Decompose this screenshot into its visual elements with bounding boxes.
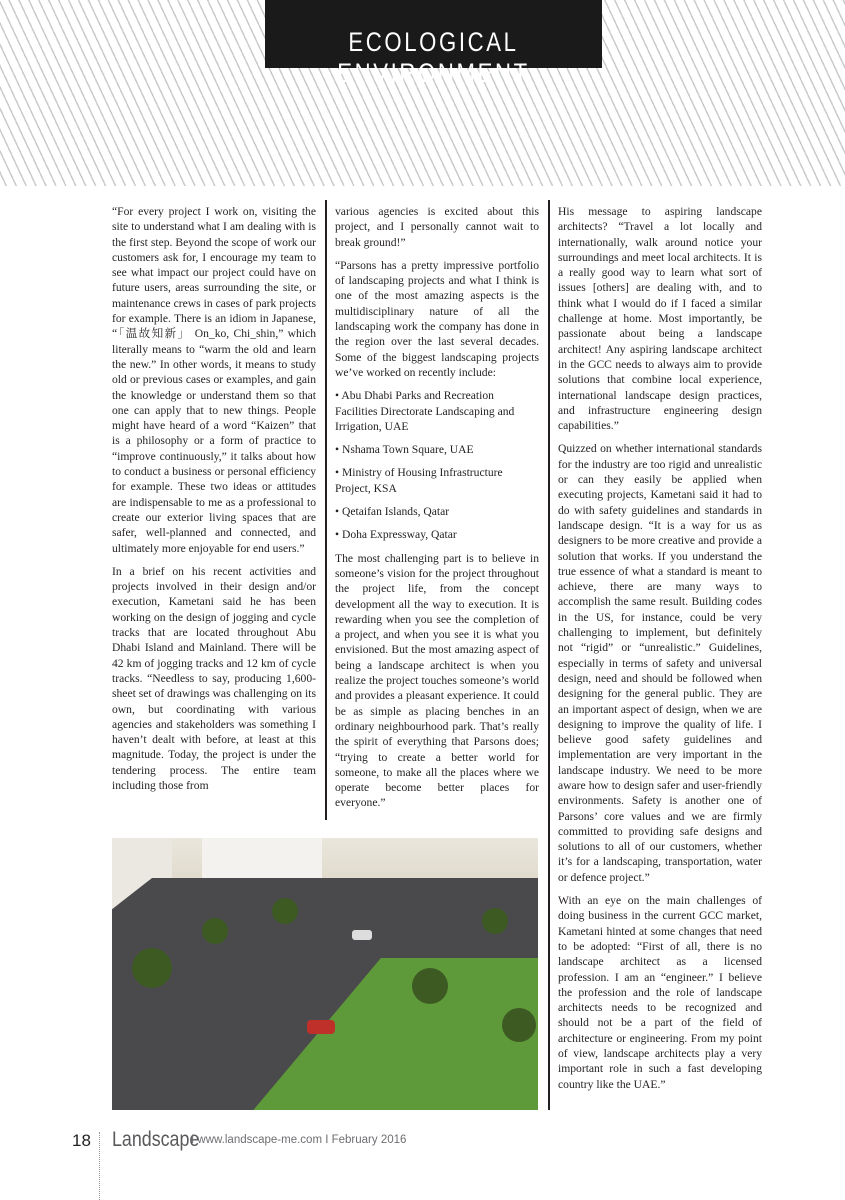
section-title (265, 0, 602, 88)
list-item: • Doha Expressway, Qatar (335, 528, 457, 542)
road-rendering-photo (112, 838, 538, 1110)
column-1 (112, 204, 316, 801)
paragraph: His message to aspiring landscape architects? “Travel a lot locally and internationally, walk around notice your surroundings and meet local architects. It is a really good way to learn what sort of issues [others] are dealing with, and to think what I would do if I faced a similar challenge at home. Most importantly, be passionate about being a landscape architect! Any aspiring landscape architect in the GCC needs to always aim to provide solutions that combine local experience, international landscape design practices, and infrastructure engineering design capabilities.” (558, 205, 762, 433)
paragraph: The most challenging part is to believe in someone’s vision for the project throughout the project life, from the concept development all the way to execution. It is rewarding when you see the completion of a project, and when you see it is what you envisioned. But the most amazing aspect of being a landscape architect is when you realize the project touches someone’s world and provides a pleasant experience. It could be as simple as placing benches in an ordinary neighbourhood park. That’s really the spirit of everything that Parsons does; “trying to create a better world for someone, to make all the places where we operate become better places for everyone.” (335, 551, 539, 810)
paragraph: various agencies is excited about this project, and I personally cannot wait to break ground!” (335, 205, 539, 249)
footer-meta: I www.landscape-me.com I February 2016 (191, 1134, 407, 1146)
paragraph: With an eye on the main challenges of doing business in the current GCC market, Kametani hinted at some changes that need to be adopted: “First of all, there is no landscape architect as a licensed profession. I am an “engineer.” I believe the profession and the role of landscape architects needs to be recognized and should not be a part of the field of architecture or engineering. From my point of view, landscape architects play a very important role in such a fast developing country like the UAE.” (558, 894, 762, 1091)
column-2 (335, 204, 539, 819)
magazine-brand: Landscape (112, 1128, 200, 1151)
column-divider (325, 200, 327, 820)
palm-tree (132, 948, 172, 988)
paragraph: “Parsons has a pretty impressive portfolio of landscaping projects and what I think is one of the most amazing aspects is the multidisciplinary nature of all the landscaping work the company has done in the region over the last several decades. Some of the biggest landscaping projects we’ve worked on recently include: (335, 258, 539, 379)
palm-tree (272, 898, 298, 924)
palm-tree (482, 908, 508, 934)
list-item: • Ministry of Housing Infrastructure Project, KSA (335, 466, 503, 495)
list-item: • Abu Dhabi Parks and Recreation Facilities Directorate Landscaping and Irrigation, UAE (335, 389, 515, 433)
paragraph: Quizzed on whether international standards for the industry are too rigid and unrealistic or can they easily be applied when executing projects, Kametani said it had to do with safety guidelines and standards in landscape design. “It is a way for us as designers to be more creative and provide a solution that works. If you understand the true essence of what a standard is meant to achieve, there are many ways to accomplish the same result. Building codes in the US, for instance, could be very challenging to implement, but definitely not “rigid” or “unrealistic.” Guidelines, especially in terms of safety and universal design, need and should be followed when designing for the general public. They are an important aspect of design, when we are designing to improve the quality of life. I believe good safety guidelines and implementation are very important in the landscape industry. We need to be more aware how to design safer and user-friendly environments. Safety is another one of Parsons’ core values and we are firmly committed to providing safe designs and solutions to all of our customers, whether it’s for a landscaping, transportation, water or defence project.” (558, 442, 762, 884)
palm-tree (412, 968, 448, 1004)
palm-tree (202, 918, 228, 944)
list-item: • Nshama Town Square, UAE (335, 443, 474, 457)
section-title-text: ECOLOGICAL ENVIRONMENT (337, 27, 530, 88)
white-car (352, 930, 372, 940)
column-divider (548, 200, 550, 1110)
list-item: • Qetaifan Islands, Qatar (335, 505, 450, 519)
footer-dotted-divider (99, 1132, 100, 1200)
column-3 (558, 204, 762, 1100)
red-car (307, 1020, 335, 1034)
page-number: 18 (72, 1131, 91, 1150)
palm-tree (502, 1008, 536, 1042)
paragraph: In a brief on his recent activities and projects involved in their design and/or execution, Kametani said he has been working on the design of jogging and cycle tracks that are located throughout Abu Dhabi Island and Mainland. There will be 42 km of jogging tracks and 12 km of cycle tracks. “Needless to say, producing 1,600-sheet set of drawings was challenging on its own, but coordinating with various agencies and stakeholders was something I haven’t dealt with before, at least at this magnitude. Today, the project is under the tendering process. The entire team including those from (112, 564, 316, 792)
paragraph: “For every project I work on, visiting the site to understand what I am dealing with is the first step. Beyond the scope of work our customers ask for, I encourage my team to see what impact our project could have on future users, areas surrounding the site, or maintenance crews in cases of park projects for example. There is an idiom in Japanese, “「温故知新」 On_ko, Chi_shin,” which literally means to “warm the old and learn the new.” In other words, it means to study old or previous cases or examples, and gain the knowledge or understand them so that one can apply that to new things. People might have heard of a word “Kaizen” that is a philosophy or a form of practice to “improve continuously,” it talks about how to conduct a business or personal efficiency for example. These two ideas or attitudes are indispensable to me as a professional to create our exterior living spaces that are safer, well-planned and connected, and ultimately more enjoyable for end users.” (112, 205, 316, 555)
